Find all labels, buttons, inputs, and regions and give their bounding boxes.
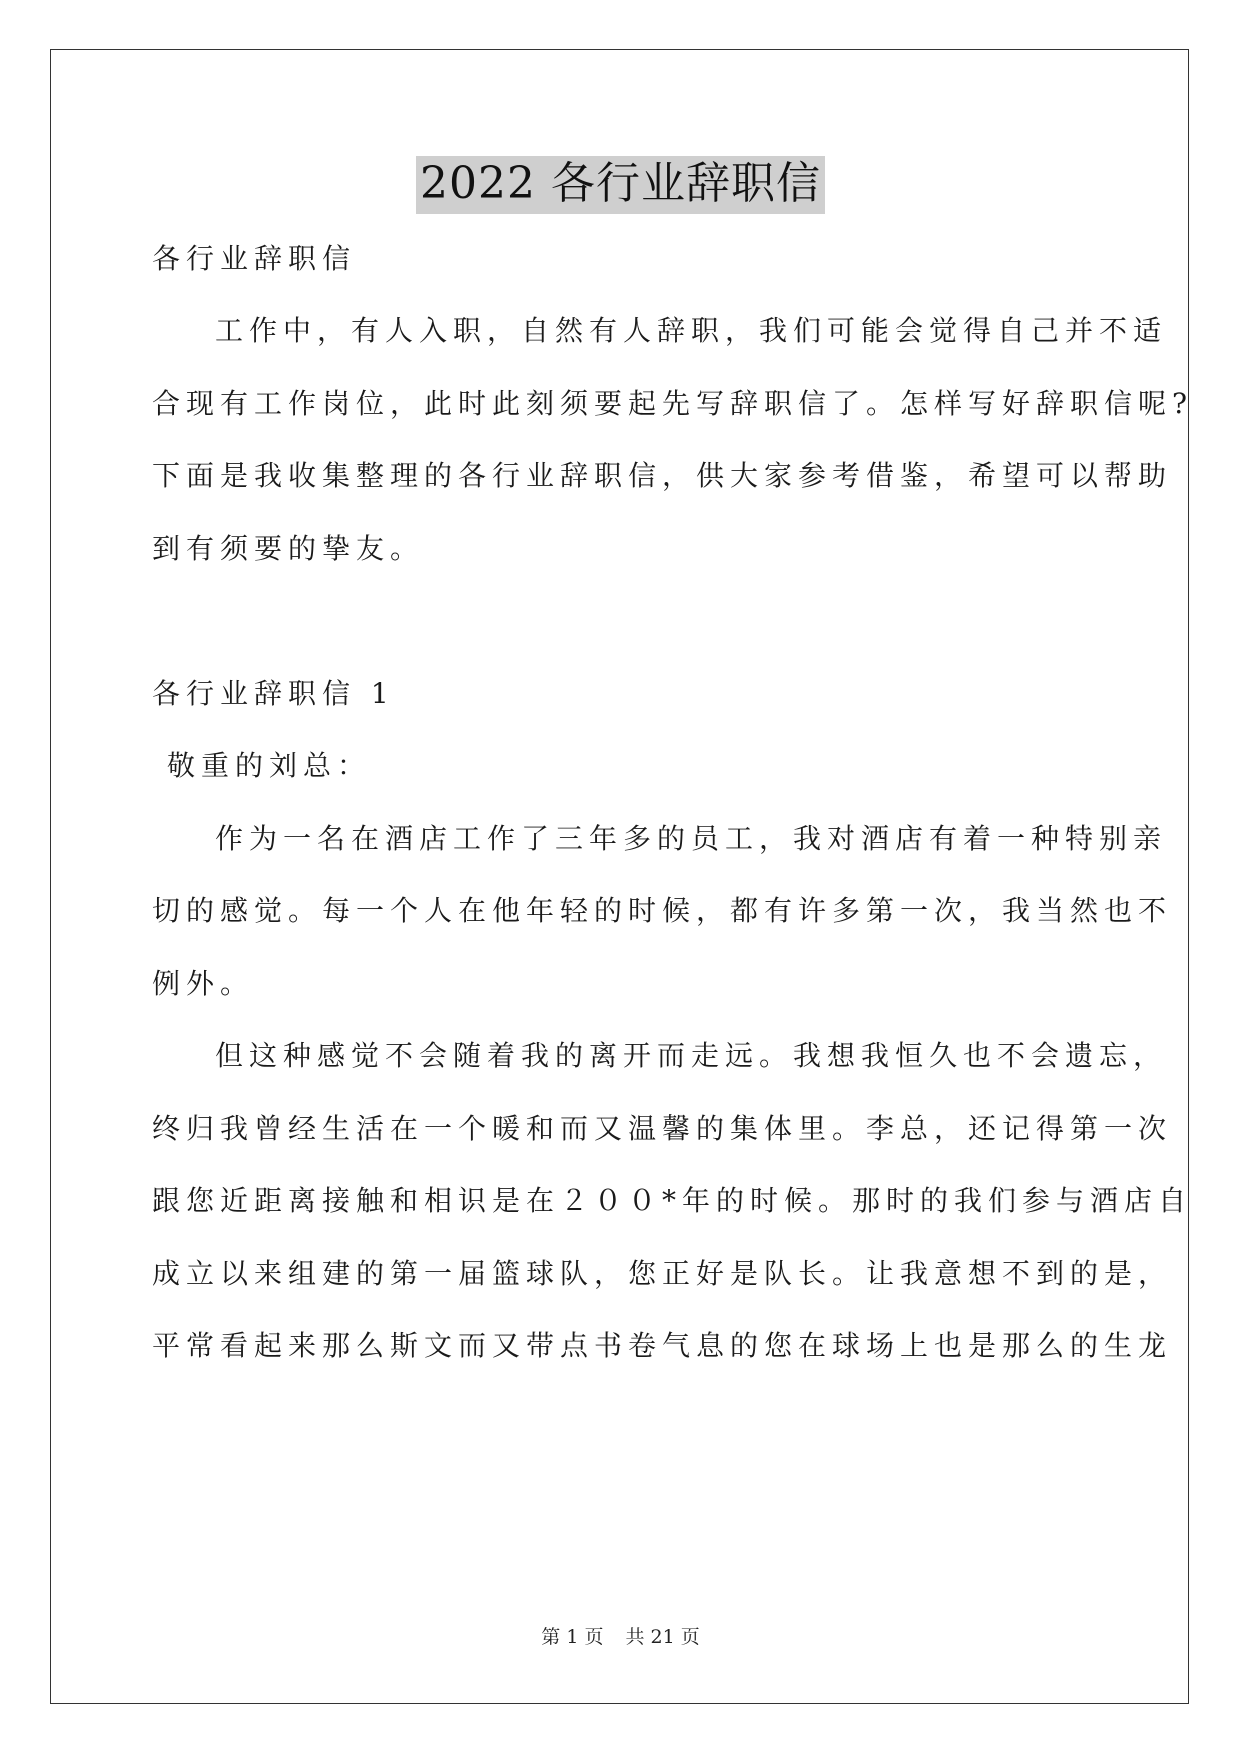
paragraph-line: 工作中，有人入职，自然有人辞职，我们可能会觉得自己并不适: [215, 314, 1168, 347]
section-heading: 各行业辞职信 1: [152, 677, 395, 710]
page-border: [50, 49, 1189, 1704]
paragraph-line: 跟您近距离接触和相识是在２００*年的时候。那时的我们参与酒店自: [152, 1184, 1193, 1217]
paragraph-line: 合现有工作岗位，此时此刻须要起先写辞职信了。怎样写好辞职信呢?: [152, 387, 1194, 420]
paragraph-line: 下面是我收集整理的各行业辞职信，供大家参考借鉴，希望可以帮助: [152, 459, 1173, 492]
document-title: [0, 156, 1241, 214]
paragraph-line: 平常看起来那么斯文而又带点书卷气息的您在球场上也是那么的生龙: [152, 1329, 1173, 1362]
paragraph-line: 到有须要的挚友。: [152, 532, 425, 565]
page-total: 共 21 页: [625, 1626, 700, 1648]
paragraph-line: 但这种感觉不会随着我的离开而走远。我想我恒久也不会遗忘，: [215, 1039, 1168, 1072]
paragraph-line: 作为一名在酒店工作了三年多的员工，我对酒店有着一种特别亲: [215, 822, 1168, 855]
section-heading: 各行业辞职信: [152, 242, 357, 275]
page-footer: [0, 1628, 1241, 1647]
paragraph-line: 终归我曾经生活在一个暖和而又温馨的集体里。李总，还记得第一次: [152, 1112, 1173, 1145]
paragraph-line: 例外。: [152, 967, 255, 1000]
page-number: 第 1 页: [541, 1626, 604, 1648]
document-title-text: 2022 各行业辞职信: [416, 156, 825, 214]
paragraph-line: 切的感觉。每一个人在他年轻的时候，都有许多第一次，我当然也不: [152, 894, 1173, 927]
paragraph-line: 成立以来组建的第一届篮球队，您正好是队长。让我意想不到的是，: [152, 1257, 1173, 1290]
salutation: 敬重的刘总：: [167, 749, 372, 782]
